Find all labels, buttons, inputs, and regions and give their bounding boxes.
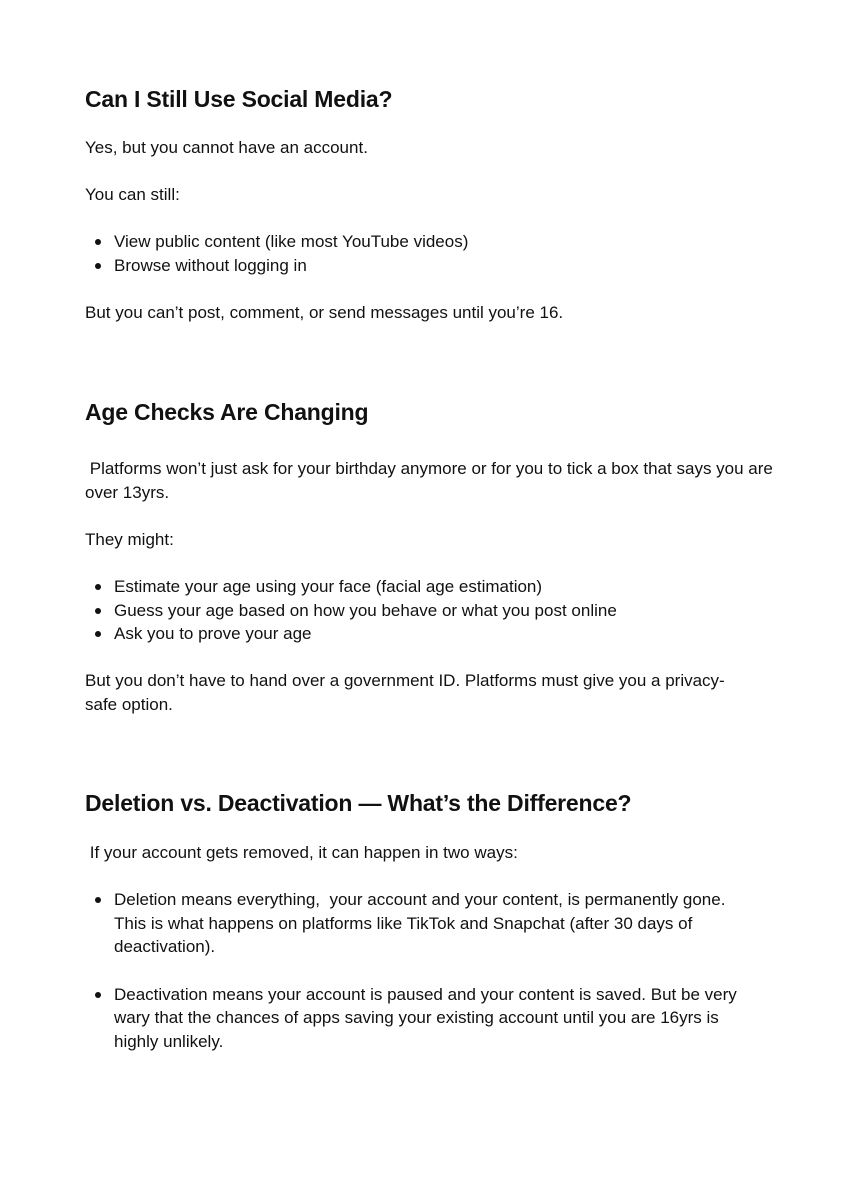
list-item: Estimate your age using your face (facial age estimation)	[85, 575, 744, 599]
section-lead: They might:	[85, 530, 174, 549]
bullet-list	[85, 575, 775, 646]
bullet-list	[85, 888, 775, 1053]
section-heading-social-media: Can I Still Use Social Media?	[85, 86, 393, 112]
list-item: Browse without logging in	[85, 254, 744, 278]
section-heading-age-checks: Age Checks Are Changing	[85, 399, 369, 425]
section-closing: But you don’t have to hand over a government ID. Platforms must give you a privacy-safe option.	[85, 671, 725, 714]
list-item: Deletion means everything, your account and your content, is permanently gone. This is what happens on platforms like TikTok and Snapchat (after 30 days of deactivation).	[85, 888, 744, 959]
list-item: View public content (like most YouTube videos)	[85, 230, 744, 254]
section-intro: Yes, but you cannot have an account.	[85, 138, 368, 157]
section-intro: Platforms won’t just ask for your birthday anymore or for you to tick a box that says you are over 13yrs.	[85, 459, 778, 502]
list-item: Ask you to prove your age	[85, 622, 744, 646]
section-intro: If your account gets removed, it can happen in two ways:	[85, 843, 518, 862]
section-heading-deletion: Deletion vs. Deactivation — What’s the Difference?	[85, 790, 632, 816]
section-lead: You can still:	[85, 185, 180, 204]
list-item: Guess your age based on how you behave or what you post online	[85, 599, 744, 623]
list-item: Deactivation means your account is paused and your content is saved. But be very wary that the chances of apps saving your existing account until you are 16yrs is highly unlikely.	[85, 983, 744, 1054]
bullet-list	[85, 230, 775, 277]
section-closing: But you can’t post, comment, or send messages until you’re 16.	[85, 303, 564, 322]
